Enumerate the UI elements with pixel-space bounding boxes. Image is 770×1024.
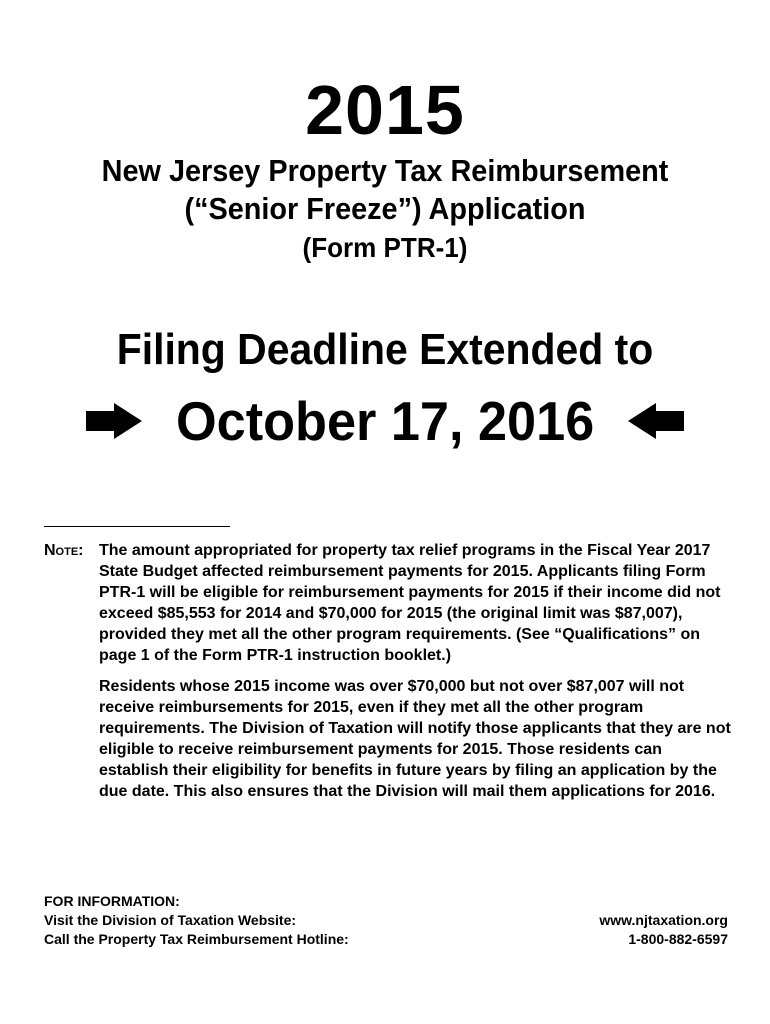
website-link[interactable]: www.njtaxation.org (599, 912, 728, 928)
title-line-2: (“Senior Freeze”) Application (184, 191, 586, 226)
hotline-row (44, 930, 728, 949)
note-divider (44, 526, 230, 527)
note-body (99, 540, 734, 802)
deadline-date-row (0, 384, 770, 454)
hotline-label: Call the Property Tax Reimbursement Hotline: (44, 931, 349, 947)
note-section (44, 540, 734, 812)
note-paragraph-2: Residents whose 2015 income was over $70,000 but not over $87,007 will not receive reimbursements for 2015, even if they met all the other program requirements. The Division of Taxation will notify those applicants that they are not eligible to receive reimbursement payments for 2015. Those residents can establish their eligibility for benefits in future years by filing an application by the due date. This also ensures that the Division will mail them applications for 2016. (99, 678, 731, 800)
tax-year: 2015 (305, 71, 465, 149)
info-heading: FOR INFORMATION: (44, 893, 180, 909)
contact-info (44, 892, 728, 949)
deadline-date: October 17, 2016 (175, 390, 595, 453)
note-label: Note: (44, 542, 84, 559)
website-label: Visit the Division of Taxation Website: (44, 912, 297, 928)
note-paragraph-1: The amount appropriated for property tax relief programs in the Fiscal Year 2017 State Budget affected reimbursement payments for 2015. Applicants filing Form PTR-1 will be eligible for reimbursement payments for 2015 if their income did not exceed $85,553 for 2014 and $70,000 for 2015 (the original limit was $87,007), provided they met all the other program requirements. (See “Qualifications” on page 1 of the Form PTR-1 instruction booklet.) (99, 542, 721, 664)
hotline-number: 1-800-882-6597 (628, 931, 728, 947)
website-row (44, 911, 728, 930)
deadline-heading: Filing Deadline Extended to (116, 325, 654, 374)
document-title (0, 152, 770, 268)
form-number: (Form PTR-1) (302, 232, 468, 263)
arrow-left-icon (626, 401, 686, 441)
title-line-1: New Jersey Property Tax Reimbursement (101, 153, 669, 188)
arrow-right-icon (84, 401, 144, 441)
